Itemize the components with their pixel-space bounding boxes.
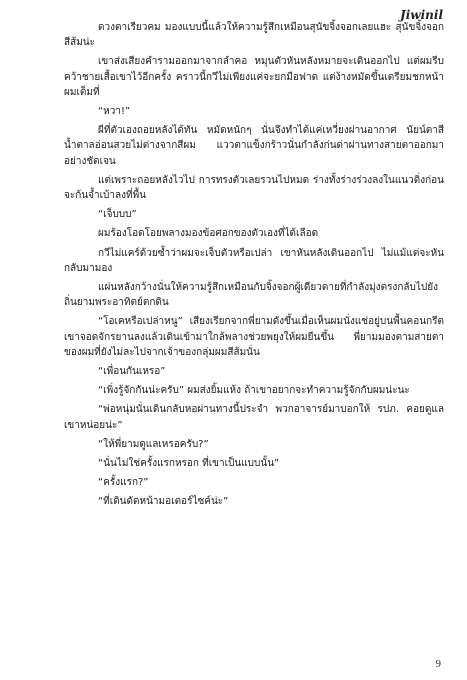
paragraph: เขาส่งเสียงคำรามออกมาจากลำคอ หมุนตัวหันหลังหมายจะเดินออกไป แต่ผมรีบคว้าชายเสื้อเขาไว้อีกครั้ง คราวนี้กวีไม่เพียงแค่จะยกมือฟาด แต่ง้างหมัดขึ้นเตรียมชกหน้าผมเต็มที่ — [64, 56, 444, 98]
paragraph: กวีไม่แคร์ด้วยซ้ำว่าผมจะเจ็บตัวหรือเปล่า เขาหันหลังเดินออกไป ไม่แม้แต่จะหันกลับมามอง — [64, 247, 444, 274]
paragraph: “โอเคหรือเปล่าหนู” เสียงเรียกจากพี่ยามดังขึ้นเมื่อเห็นผมนั่งแช่อยู่บนพื้นคอนกรีต เขาจอดจักรยานลงแล้วเดินเข้ามาใกล้พลางช่วยพยุงให้ผมยืนขึ้น พี่ยามมองตามสายตาของผมที่ยังไม่ละไปจากเจ้าของกลุ่มผมสีส้มนั่น — [64, 316, 444, 358]
page-body — [64, 20, 444, 514]
paragraph: แต่เพราะถอยหลังไวไป การทรงตัวเลยรวนไปหมด ร่างทั้งร่างร่วงลงในแนวดิ่งก่อนจะก้นจ้ำเบ้าลงที่พื้น — [64, 174, 444, 202]
page-number: 9 — [435, 658, 441, 670]
running-header: Jiwinil — [400, 8, 443, 22]
paragraph: แผ่นหลังกว้างนั่นให้ความรู้สึกเหมือนกับจิ้งจอกผู้เดียวดายที่กำลังมุ่งตรงกลับไปยังถิ่นยามพระอาทิตย์ตกดิน — [64, 282, 438, 309]
paragraph: ผมร้องโอดโอยพลางมองข้อศอกของตัวเองที่ได้เลือด — [98, 228, 319, 240]
paragraph: “พ่อหนุ่มนั่นเดินกลับหอผ่านทางนี้ประจำ พวกอาจารย์มาบอกให้ รปภ. คอยดูแลเขาหน่อยน่ะ” — [64, 404, 444, 431]
paragraph: “ครั้งแรก?” — [98, 477, 149, 489]
paragraph: “ที่เดินดัดหน้ามอเตอร์ไซค์น่ะ” — [98, 496, 229, 508]
paragraph: “เพื่อนกันเหรอ” — [98, 366, 166, 378]
paragraph: ดวงตาเรียวคม มองแบบนี้แล้วให้ความรู้สึกเหมือนสุนัขจิ้งจอกเลยแฮะ สุนัขจิ้งจอกสีส้มน่ะ — [64, 22, 444, 49]
paragraph: “นั่นไม่ใช่ครั้งแรกหรอก ที่เขาเป็นแบบนั้น” — [98, 458, 280, 470]
paragraph: “เพิ่งรู้จักกันน่ะครับ” ผมส่งยิ้มแห้ง ถ้าเขาอยากจะทำความรู้จักกับผมน่ะนะ — [98, 385, 410, 397]
paragraph: ผีที่ตัวเองถอยหลังได้ทัน หมัดหนักๆ นั่นจึงทำได้แค่เหวี่ยงผ่านอากาศ นัยน์ตาสีน้ำตาลอ่อนสวยไม่ต่างจากสีผม แววตาแข็งกร้าวนั่นกำลังก่นด่าผ่านทางสายตาออกมาอย่างชัดเจน — [64, 125, 444, 167]
paragraph: “หวา!” — [98, 106, 131, 118]
paragraph: “ให้พี่ยามดูแลเหรอครับ?” — [98, 438, 209, 450]
paragraph: “เจ็บบบ” — [98, 209, 137, 221]
